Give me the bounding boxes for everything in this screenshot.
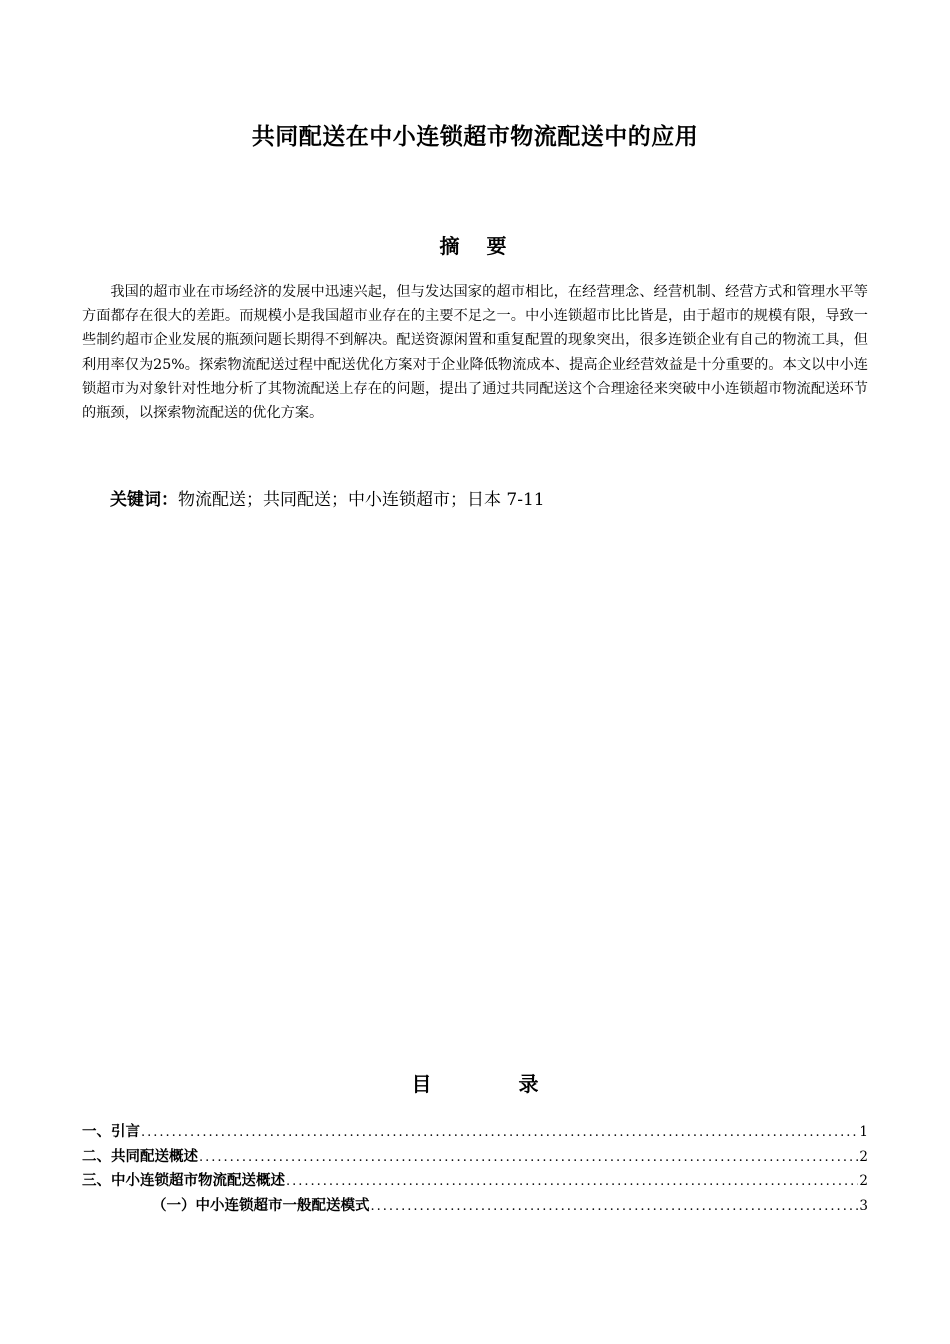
- abstract-heading: 摘 要: [439, 234, 517, 258]
- toc-subentry[interactable]: [82, 1194, 868, 1219]
- toc-dot-leader: [199, 1150, 858, 1165]
- toc-entry-label: 三、中小连锁超市物流配送概述: [82, 1173, 285, 1189]
- toc-entry-page: 1: [859, 1124, 868, 1140]
- keywords-label: 关键词：: [110, 490, 178, 510]
- toc-dot-leader: [371, 1199, 859, 1214]
- toc-dot-leader: [286, 1174, 858, 1189]
- toc-entry[interactable]: [82, 1145, 868, 1170]
- toc-entry-label: （一）中小连锁超市一般配送模式: [152, 1197, 370, 1214]
- toc-heading: 目 录: [411, 1072, 579, 1096]
- keywords-line: [110, 488, 545, 512]
- toc-entry-label: 一、引言: [82, 1124, 140, 1140]
- toc-entry-page: 2: [859, 1173, 868, 1189]
- toc-entry-label: 二、共同配送概述: [82, 1148, 198, 1165]
- toc-dot-leader: [141, 1125, 858, 1140]
- abstract-body: 我国的超市业在市场经济的发展中迅速兴起，但与发达国家的超市相比，在经营理念、经营机制、经营方式和管理水平等方面都存在很大的差距。而规模小是我国超市业存在的主要不足之一。中小连锁超市比比皆是，由于超市的规模有限，导致一些制约超市企业发展的瓶颈问题长期得不到解决。配送资源闲置和重复配置的现象突出，很多连锁企业有自己的物流工具，但利用率仅为25%。探索物流配送过程中配送优化方案对于企业降低物流成本、提高企业经营效益是十分重要的。本文以中小连锁超市为对象针对性地分析了其物流配送上存在的问题，提出了通过共同配送这个合理途径来突破中小连锁超市物流配送环节的瓶颈，以探索物流配送的优化方案。: [82, 284, 868, 422]
- keywords-value: 物流配送；共同配送；中小连锁超市；日本 7-11: [178, 490, 545, 510]
- toc-entry[interactable]: [82, 1120, 868, 1145]
- toc-entry-page: 2: [859, 1148, 868, 1165]
- toc-entry[interactable]: [82, 1169, 868, 1194]
- document-title: 共同配送在中小连锁超市物流配送中的应用: [251, 124, 699, 150]
- toc-entry-page: 3: [859, 1197, 868, 1214]
- table-of-contents: [82, 1120, 868, 1218]
